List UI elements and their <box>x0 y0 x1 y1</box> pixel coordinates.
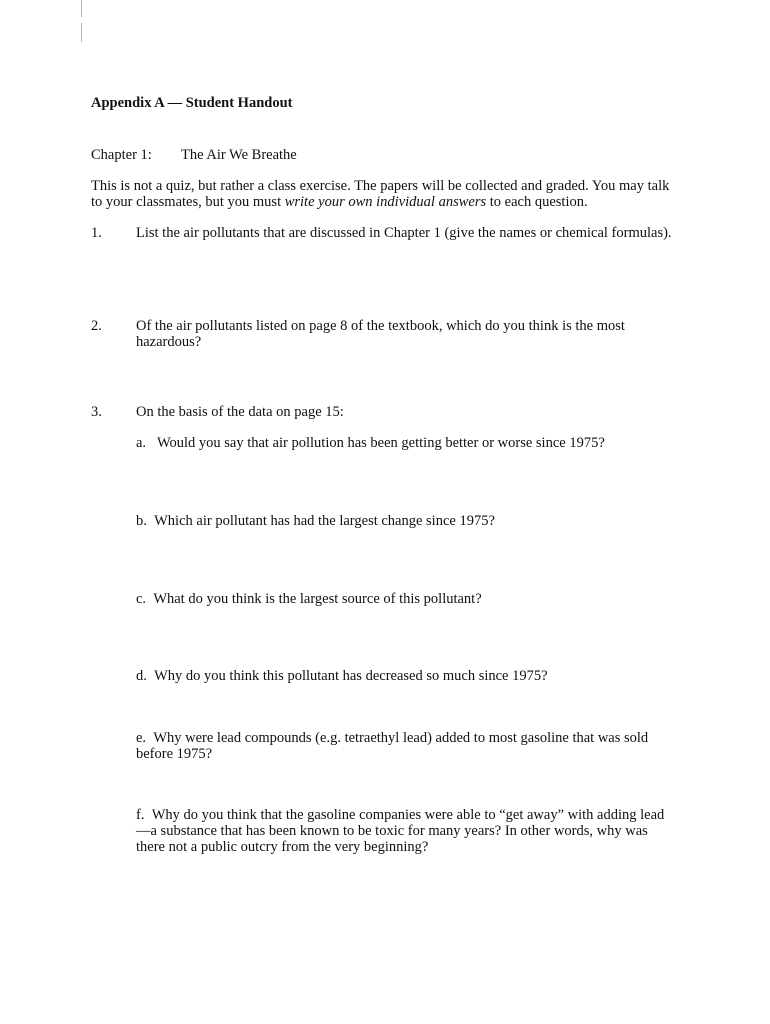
question-number: 3. <box>91 404 102 420</box>
question-number: 2. <box>91 318 102 334</box>
crop-mark-bottom <box>81 23 82 42</box>
subquestion-text: Would you say that air pollution has been getting better or worse since 1975? <box>156 435 605 451</box>
question-number: 1. <box>91 225 102 241</box>
crop-mark-top <box>81 0 82 17</box>
question-text: Of the air pollutants listed on page 8 of the textbook, which do you think is the most hazardous? <box>136 318 625 350</box>
page-heading: Appendix A — Student Handout <box>91 95 293 111</box>
chapter-line <box>91 147 297 163</box>
subquestion-e <box>136 730 676 762</box>
intro-text-after: to each question. <box>486 194 588 210</box>
subquestion-label: c. <box>136 591 147 607</box>
subquestion-label: b. <box>136 513 147 529</box>
subquestion-text: Why were lead compounds (e.g. tetraethyl lead) added to most gasoline that was sold before 1975? <box>136 730 649 762</box>
question-text: On the basis of the data on page 15: <box>136 404 344 420</box>
subquestion-label: d. <box>136 668 147 684</box>
subquestion-f <box>136 807 676 855</box>
intro-emphasis: write your own individual answers <box>284 194 487 210</box>
subquestion-a <box>136 435 676 451</box>
subquestion-c <box>136 591 676 607</box>
chapter-label: Chapter 1: <box>91 147 152 163</box>
intro-paragraph <box>91 178 681 210</box>
subquestion-d <box>136 668 676 684</box>
intro-text-before: This is not a quiz, but rather a class exercise. The papers will be collected and graded. You may talk to your classmates, but you must <box>91 178 670 210</box>
subquestion-label: a. <box>136 435 147 451</box>
subquestion-text: Which air pollutant has had the largest change since 1975? <box>154 513 495 529</box>
subquestion-text: Why do you think this pollutant has decreased so much since 1975? <box>154 668 548 684</box>
subquestion-b <box>136 513 676 529</box>
subquestion-text: What do you think is the largest source of this pollutant? <box>153 591 482 607</box>
subquestion-label: f. <box>136 807 145 823</box>
chapter-title: The Air We Breathe <box>181 147 297 163</box>
question-text: List the air pollutants that are discussed in Chapter 1 (give the names or chemical formulas). <box>136 225 672 241</box>
subquestion-text: Why do you think that the gasoline companies were able to “get away” with adding lead—a substance that has been known to be toxic for many years? In other words, why was there not a public outcry from the very beginning? <box>136 807 665 855</box>
subquestion-label: e. <box>136 730 147 746</box>
